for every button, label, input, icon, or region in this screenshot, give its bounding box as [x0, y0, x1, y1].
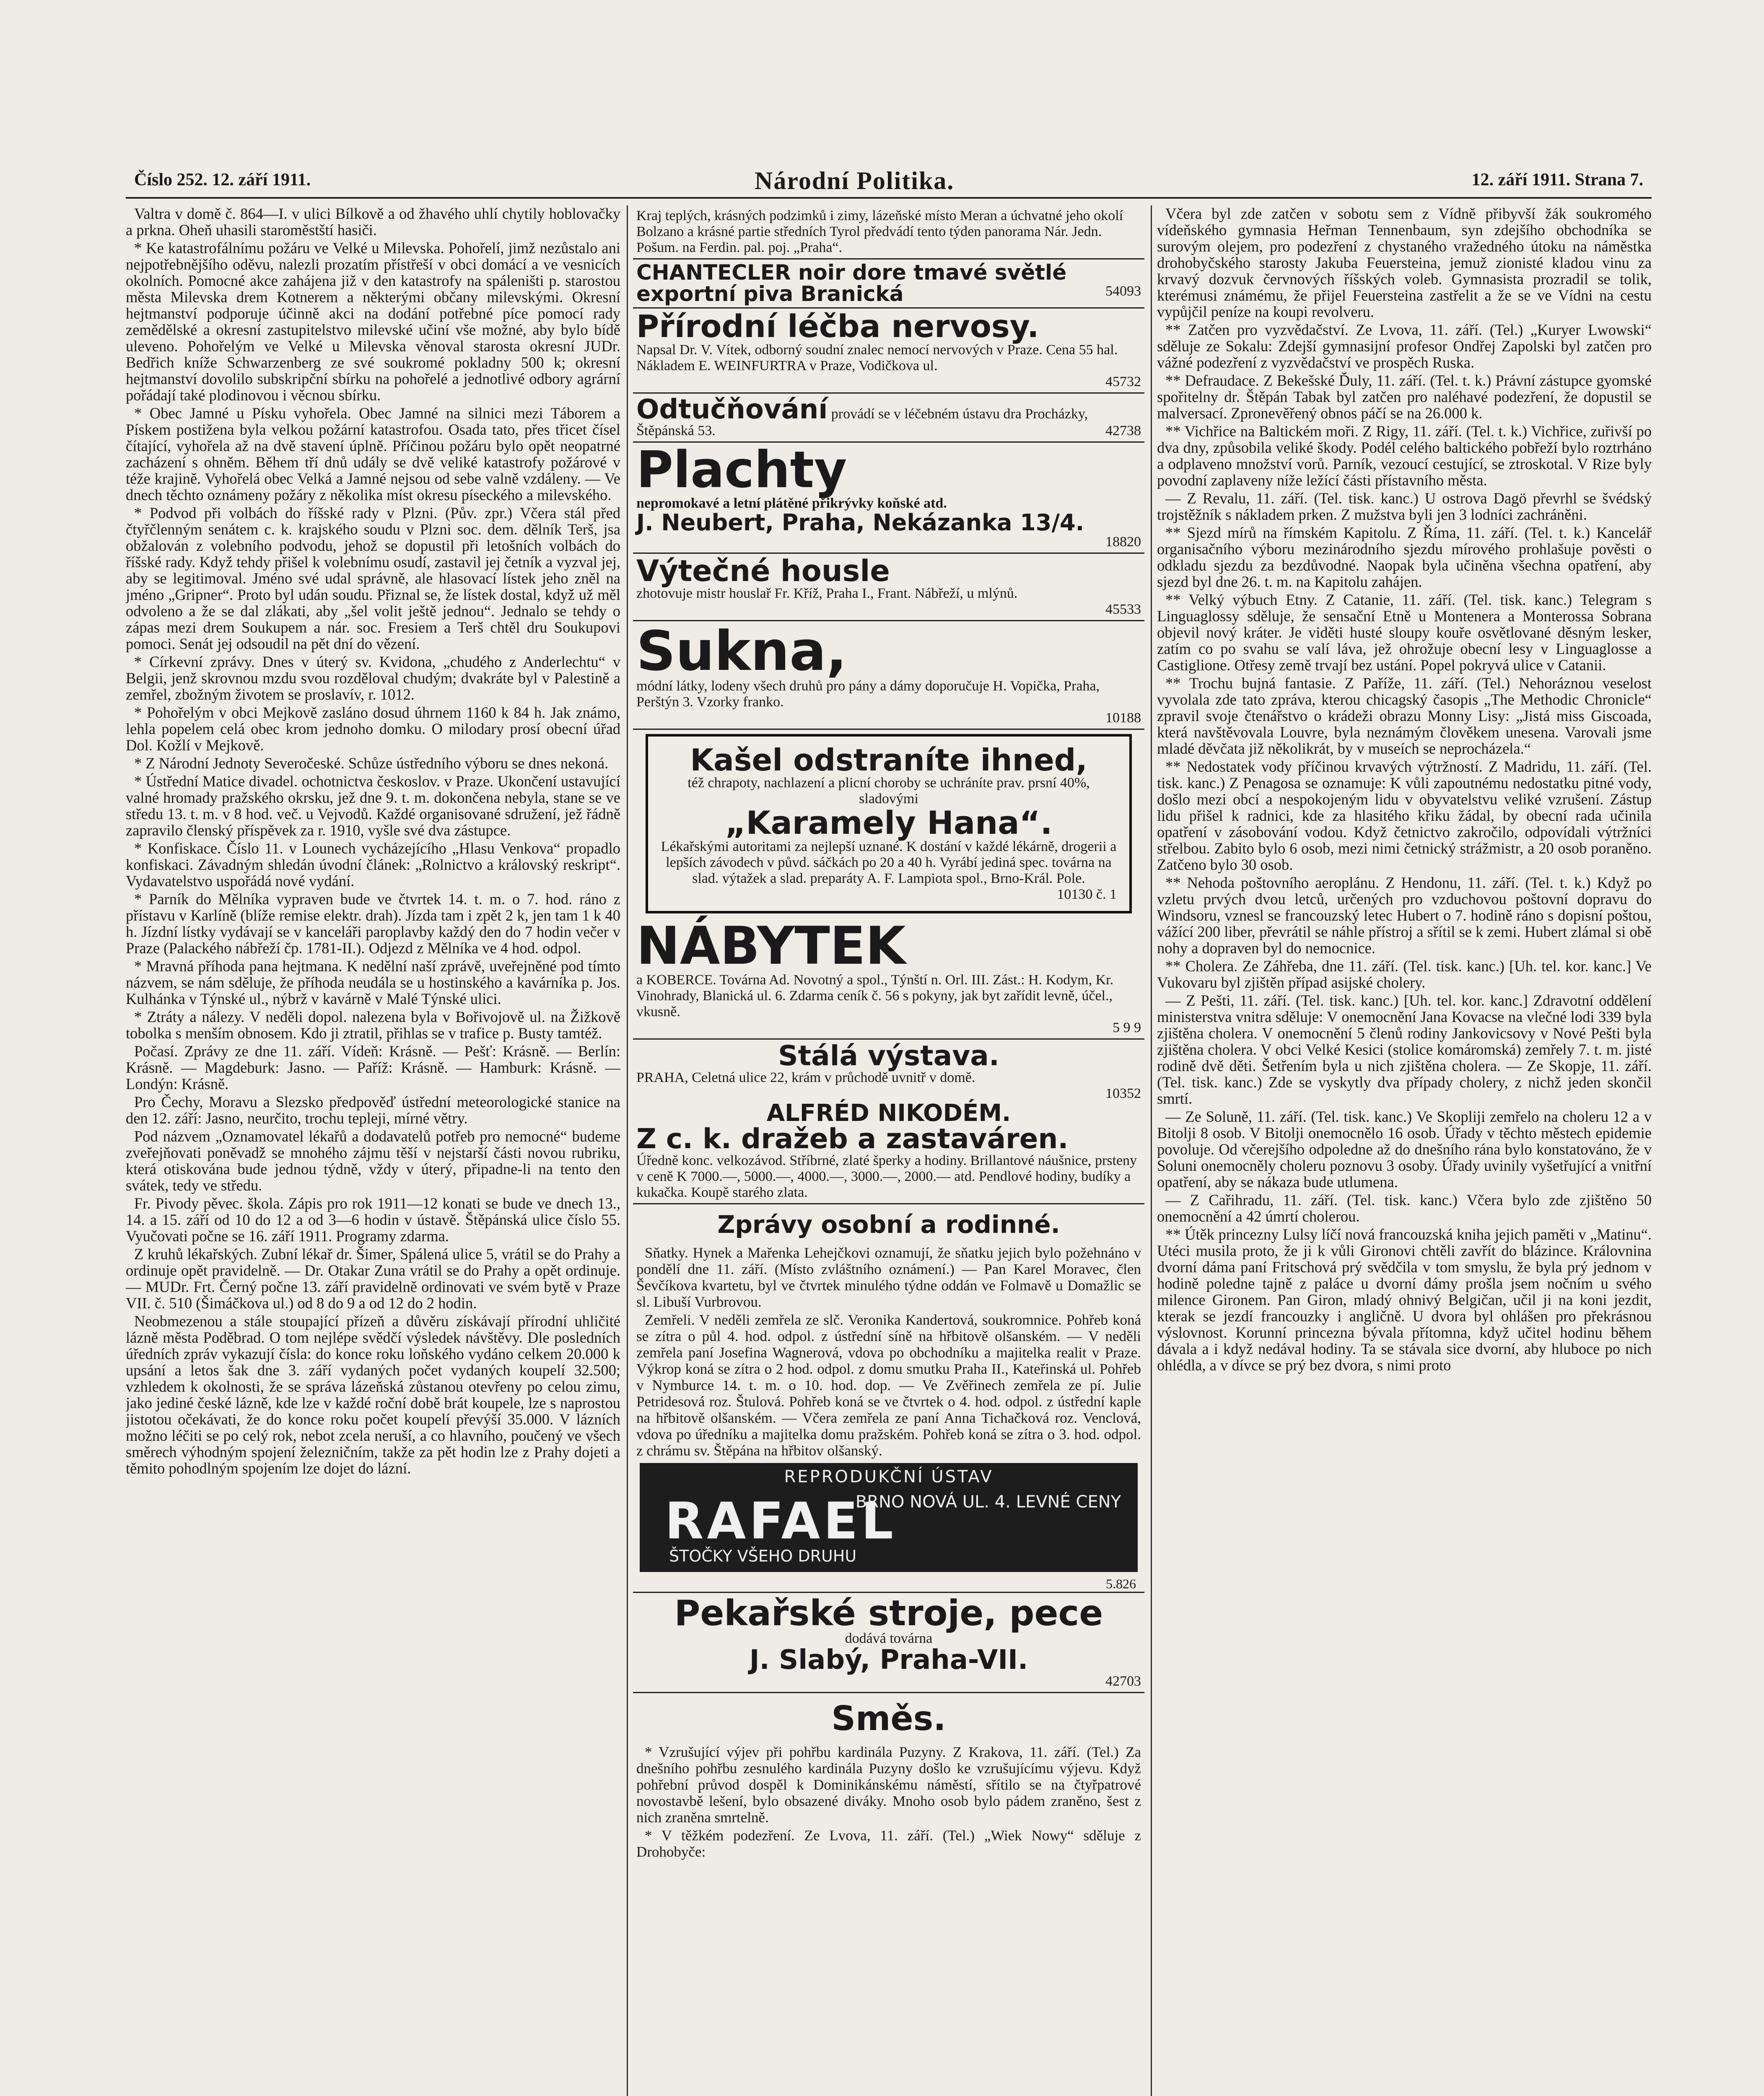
article-paragraph: — Ze Soluně, 11. září. (Tel. tisk. kanc.) Ve Skopliji zemřelo na choleru 12 a v Bitolji 8 osob. V Bitolji onemocnělo 16 osob. Úřady v těchto městech epidemie povoluje. Od včerejšího odpoledne až do dnešního rána bylo konstatováno, že v Soluni onemocněly choleru poznovu 3 osoby. Úřady uvinily vyšetřující a vnitřní opatření, aby se nákaza bude utlumena.	[1157, 1108, 1652, 1191]
ad-pekar: Pekařské stroje, pece dodává továrna J. Slabý, Praha-VII. 42703	[633, 1592, 1144, 1693]
article-paragraph: ** Cholera. Ze Záhřeba, dne 11. září. (Tel. tisk. kanc.) [Uh. tel. kor. kanc.] Ve Vukovaru byl zjištěn případ asijské cholery.	[1157, 957, 1652, 991]
article-paragraph: * V těžkém podezření. Ze Lvova, 11. září. (Tel.) „Wiek Nowy“ sděluje z Drohobyče:	[636, 1827, 1141, 1860]
ad-rafael: REPRODUKČNÍ ÚSTAV RAFAEL ŠTOČKY VŠEHO DRUHU BRNO NOVÁ UL. 4. LEVNÉ CENY	[640, 1463, 1138, 1572]
masthead-title: Národní Politika.	[755, 167, 955, 195]
article-paragraph: * Podvod při volbách do říšské rady v Plzni. (Pův. zpr.) Včera stál před čtyřčlenným senátem c. k. krajského soudu v Plzni soc. dem. dělník Terš, jsa obžalován z volebního podvodu, jehož se dopustil při letošních volbách do říšské rady. Když tehdy přišel k volebnímu osudí, zastavil jej četník a vyzval jej, aby se legitimoval. Jméno své udal správně, ale hlasovací lístek jeho zněl na jméno „Gripner“. Proto byl udán soudu. Přiznal se, že lístek dostal, když už měl odvoleno a že se dal zlákati, aby „šel volit ještě jednou“. Jednalo se tehdy o zápas mezi drem Soukupem a nár. soc. Fresiem a Terš chtěl dru Soukupovi pomoci. Senát jej odsoudil na pět dní do vězení.	[126, 504, 620, 652]
column-divider-1	[627, 205, 628, 2096]
ad-nabytek: NÁBYTEK a KOBERCE. Továrna Ad. Novotný a spol., Týnští n. Orl. III. Zást.: H. Kodym, Kr. Vinohrady, Blanická ul. 6. Zdarma ceník č. 56 s pokyny, jak byt zařídit levně, účel., vkusně. 5 9 9	[633, 918, 1144, 1040]
column-divider-2	[1151, 205, 1152, 2096]
article-paragraph: — Z Revalu, 11. září. (Tel. tisk. kanc.) U ostrova Dagö převrhl se švédský trojstěžník s nákladem prken. Z mužstva byli jen 3 lodníci zachráněni.	[1157, 490, 1652, 523]
issue-number: Číslo 252. 12. září 1911.	[134, 170, 311, 189]
column-middle: Kraj teplých, krásných podzimků i zimy, lázeňské místo Meran a úchvatné jeho okolí Bolzano a krásné partie středních Tyrol předvádí tento týden panorama Nár. Jedn. Pošum. na Ferdin. pal. poj. „Praha“. CHANTECLER noir dore tmavé světlé exportní piva Branická 54093 Přírodní léčba nervosy. Napsal Dr. V. Vítek, odborný soudní znalec nemocí nervových v Praze. Cena 55 hal. Nákladem E. WEINFURTRA v Praze, Vodičkova ul. 45732 Odtučňování provádí se v léčebném ústavu dra Procházky, Štěpánská 53. 42738 Plachty nepromokavé a letní plátěné přikrývky koňské atd. J. Neubert, Praha, Nekázanka 13/4. 18820 Výtečné housle zhotovuje mistr houslař Fr. Kříž, Praha I., Frant. Nábřeží, u mlýnů. 45533 Sukna, módní látky, lodeny všech druhů pro pány a dámy doporučuje H. Vopička, Praha, Perštýn 3. Vzorky franko. 10188 Kašel odstraníte ihned, též chrapoty, nachlazení a plicní choroby se uchráníte prav. prsní 40%, sladovými „Karamely Hana“. Lékařskými autoritami za nejlepší uznané. K dostání v každé lékárně, drogerii a lepších závodech v půvd. sáčkách po 20 a 40 h. Vyrábí jediná spec. továrna na slad. výtažek a slad. preparáty A. F. Lampiota spol., Brno-Král. Pole. 10130 č. 1 NÁBYTEK a KOBERCE. Továrna Ad. Novotný a spol., Týnští n. Orl. III. Zást.: H. Kodym, Kr. Vinohrady, Blanická ul. 6. Zdarma ceník č. 56 s pokyny, jak byt zařídit levně, účel., vkusně. 5 9 9 Stálá výstava. PRAHA, Celetná ulice 22, krám v průchodě uvnitř v domě. 10352 ALFRÉD NIKODÉM. Z c. k. dražeb a zastaváren. Úředně konc. velkozávod. Stříbrné, zlaté šperky a hodiny. Brillantové náušnice, prsteny v ceně K 7000.—, 5000.—, 4000.—, 3000.—, 2000.— atd. Pendlové hodiny, budíky a kukačka. Koupě starého zlata. Zprávy osobní a rodinné. Sňatky. Hynek a Mařenka Lehejčkovi oznamují, že sňatku jejich bylo požehnáno v pondělí dne 11. září. (Místo zvláštního oznámení.) — Pan Karel Moravec, člen Ševčíkova kvartetu, byl ve čtvrtek minulého týdne oddán ve Folmavě u Domažlic se sl. Libuší Vurbrovou. Zemřeli. V neděli zemřela ze slč. Veronika Kandertová, soukromnice. Pohřeb koná se zítra o půl 4. hod. odpol. z ústřední síně na hřbitově olšanském. — V neděli zemřela paní Josefina Wagnerová, vdova po obchodníku a majitelka realit v Praze. Výkrop koná se zítra o 2 hod. odpol. z domu smutku Praha II., Kateřinská ul. Pohřeb v Nymburce 14. t. m. o 10. hod. dop. — Ve Zvěřinech zemřela ze pí. Julie Petridesová roz. Štulová. Pohřeb koná se ve čtvrtek o 4. hod. odpol. z ústřední kaple na hřbitově olšanském. — Včera zemřela ze paní Anna Tichačková roz. Venclová, vdova po úředníku a majitelka domu pražském. Pohřeb koná se zítra o 3. hod. odpol. z chrámu sv. Štěpána na hřbitov olšanský. REPRODUKČNÍ ÚSTAV RAFAEL ŠTOČKY VŠEHO DRUHU BRNO NOVÁ UL. 4. LEVNÉ CENY 5.826 Pekařské stroje, pece dodává továrna J. Slabý, Praha-VII. 42703 Směs. * Vzrušující výjev při pohřbu kardinála Puzyny. Z Krakova, 11. září. (Tel.) Za dnešního pohřbu zesnulého kardinála Puzyny došlo ke vzrušujícímu výjevu. Když pohřební průvod dospěl k Dominikánskému náměstí, sřítilo se na čtyřpatrové novostavbě lešení, bylo obsazené diváky. Mnoho osob bylo pádem zraněno, šest z nich zraněna smrtelně. * V těžkém podezření. Ze Lvova, 11. září. (Tel.) „Wiek Nowy“ sděluje z Drohobyče:	[633, 205, 1144, 2096]
article-paragraph: * Ztráty a nálezy. V neděli dopol. nalezena byla v Bořivojově ul. na Žižkově tobolka s menším obnosem. Kdo ji ztratil, přihlas se v trafice p. Busty tamtéž.	[126, 1008, 620, 1042]
article-paragraph: * Parník do Mělníka vypraven bude ve čtvrtek 14. t. m. o 7. hod. ráno z přístavu v Karlíně (blíže remise elektr. drah). Jízda tam i zpět 2 k, jen tam 1 k 40 h. Jízdní lístky vydávají se v kanceláři paroplavby každý den do 7 hodin večer v Praze (Palackého nábřeží čp. 1781-II.). Odjezd z Mělníka ve 4 hod. odpol.	[126, 890, 620, 957]
section-zpravy-title: Zprávy osobní a rodinné.	[717, 1210, 1060, 1239]
article-paragraph: * Vzrušující výjev při pohřbu kardinála Puzyny. Z Krakova, 11. září. (Tel.) Za dnešního pohřbu zesnulého kardinála Puzyny došlo ke vzrušujícímu výjevu. Když pohřební průvod dospěl k Dominikánskému náměstí, sřítilo se na čtyřpatrové novostavbě lešení, bylo obsazené diváky. Mnoho osob bylo pádem zraněno, šest z nich zraněna smrtelně.	[636, 1744, 1141, 1826]
article-paragraph: ** Vichřice na Baltickém moři. Z Rigy, 11. září. (Tel. t. k.) Vichřice, zuřivší po dva dny, způsobila veliké škody. Podél celého baltického pobřeží bylo roztrháno a odplaveno množství vorů. Parník, vezoucí cestující, se ztroskotal. V Rize byly povodní zaplaveny níže ležící části přístavního města.	[1157, 423, 1652, 489]
article-paragraph: ** Sjezd mírů na římském Kapitolu. Z Říma, 11. září. (Tel. t. k.) Kancelář organisačního výboru mezinárodního sjezdu mírového prohlašuje pověsti o odkladu sjezdu za bezdůvodné. Naopak byla učiněna všechna opatření, aby sjezd byl dne 26. t. m. na Kapitolu zahájen.	[1157, 524, 1652, 590]
article-paragraph: ** Trochu bujná fantasie. Z Paříže, 11. září. (Tel.) Nehoráznou veselost vyvolala zde tato zpráva, kterou chicagský časopis „The Methodic Chronicle“ zpravil svoje čtenářstvo o krádeži obrazu Monny Lisy: „Jistá miss Giscoada, která navštěvovala Louvre, byla neznámým člověkem unesena. Varovali jsme mladé děvčata již několikrát, by v museích se neprocházela.“	[1157, 674, 1652, 757]
article-paragraph: Fr. Pivody pěvec. škola. Zápis pro rok 1911—12 konati se bude ve dnech 13., 14. a 15. září od 10 do 12 a od 3—6 hodin v ústavě. Štěpánská ulice číslo 55. Vyučovati počne se 16. září 1911. Programy zdarma.	[126, 1195, 620, 1245]
ad-kraj: Kraj teplých, krásných podzimků i zimy, lázeňské místo Meran a úchvatné jeho okolí Bolzano a krásné partie středních Tyrol předvádí tento týden panorama Nár. Jedn. Pošum. na Ferdin. pal. poj. „Praha“.	[633, 205, 1144, 259]
article-paragraph: ** Nehoda poštovního aeroplánu. Z Hendonu, 11. září. (Tel. t. k.) Když po vzletu prvých dvou letců, určených pro vzduchovou poštovní dopravu do Windsoru, vznesl se francouzský letec Hubert o 7. hodině ráno s dopisní poštou, vážící 200 liber, převrátil se náhle přístroj a sřítil se k zemi. Hubert zlámal si obě nohy a dopraven byl do nemocnice.	[1157, 874, 1652, 957]
article-paragraph: Pro Čechy, Moravu a Slezsko předpověď ústřední meteorologické stanice na den 12. září: Jasno, neurčito, trochu tepleji, mírné větry.	[126, 1093, 620, 1127]
article-paragraph: Zemřeli. V neděli zemřela ze slč. Veronika Kandertová, soukromnice. Pohřeb koná se zítra o půl 4. hod. odpol. z ústřední síně na hřbitově olšanském. — V neděli zemřela paní Josefina Wagnerová, vdova po obchodníku a majitelka realit v Praze. Výkrop koná se zítra o 2 hod. odpol. z domu smutku Praha II., Kateřinská ul. Pohřeb v Nymburce 14. t. m. o 10. hod. dop. — Ve Zvěřinech zemřela ze pí. Julie Petridesová roz. Štulová. Pohřeb koná se ve čtvrtek o 4. hod. odpol. z ústřední kaple na hřbitově olšanském. — Včera zemřela ze paní Anna Tichačková roz. Venclová, vdova po úředníku a majitelka domu pražském. Pohřeb koná se zítra o 3. hod. odpol. z chrámu sv. Štěpána na hřbitov olšanský.	[636, 1312, 1141, 1459]
article-paragraph: Počasí. Zprávy ze dne 11. září. Vídeň: Krásně. — Pešť: Krásně. — Berlín: Krásně. — Magdeburk: Jasno. — Paříž: Krásně. — Hamburk: Krásně. — Londýn: Krásně.	[126, 1043, 620, 1092]
article-paragraph: Pod názvem „Oznamovatel lékařů a dodavatelů potřeb pro nemocné“ budeme zveřejňovati poněvadž se mnohého zájmu těší v nejstarší části novou rubriku, která otiskována bude jednou týdně, vždy v úterý, připadne-li na tento den svátek, tedy ve středu.	[126, 1128, 620, 1194]
article-paragraph: — Z Cařihradu, 11. září. (Tel. tisk. kanc.) Včera bylo zde zjištěno 50 onemocnění a 42 úmrtí cholerou.	[1157, 1191, 1652, 1225]
article-paragraph: ** Útěk princezny Lulsy líčí nová francouzská kniha jejich paměti v „Matinu“. Utéci musila proto, že ji k vůli Gironovi chtěli zavřít do blázince. Královnina dvorní dáma paní Fritschová prý svědčila v tom smyslu, že byla prý jednom v hodině poledne tajně z paláce u dvorní dámy prošla jsem nočním u svého milence Gironem. Pan Giron, mladý ohnivý Belgičan, učil ji na koni jezdit, kterak se jezdí francouzky i angličně. U dvora byl ohlášen pro překrásnou výslovnost. Korunní princezna bývala přítomna, když učitel hodinu během dávala a i když nedával hodiny. Ta se stávala sice dvorní, aby hluboce po nich ohlédla, a v dívce se prý bez dvora, s nimi proto	[1157, 1226, 1652, 1374]
article-paragraph: Neobmezenou a stále stoupající přízeň a důvěru získávají přírodní uhličité lázně města Poděbrad. O tom nejlépe svědčí výsledek návštěvy. Dle posledních úředních zpráv vykazují čísla: do konce roku loňského vydáno celkem 20.000 k upsání a letos šak dne 3. září vydaných počet vydaných koupelí 32.500; vzhledem k okolnosti, že se správa lázeňská zůstanou otevřeny po celou zimu, jako jediné české lázně, kde lze v každé roční době brát koupele, lze s naprostou jistotou očekávati, že do konce roku počet koupelí převýší 35.000. V lázních možno léčiti se po celý rok, nebot zcela neruší, a co hlavního, poučený ve všech směrech výhodným spojení železničním, takže za pět hodin lze z Prahy dojeti a těmito pohodlným spojením lze dojet do lázní.	[126, 1313, 620, 1477]
article-paragraph: * Obec Jamné u Písku vyhořela. Obec Jamné na silnici mezi Táborem a Pískem postižena byla velkou požární katastrofou. Osada tato, přes třicet čísel čítající, vyhořela až na dvě stavení úplně. Příčinou požáru bylo opět neopatrné zacházení s ohněm. Během tří dnů udály se dvě veliké katastrofy požárové v téže krajině. Vyhořelá obec Velká a Jamné nejsou od sebe valně vzdáleny. — Ve dnech těchto oznámeny požáry z několika míst okresu píseckého a milevského.	[126, 405, 620, 503]
ad-chantecler: CHANTECLER noir dore tmavé světlé exportní piva Branická 54093	[633, 259, 1144, 309]
header-rule	[126, 197, 1652, 199]
section-smes	[633, 1744, 1144, 1860]
ad-lecba-title: Přírodní léčba nervosy.	[636, 309, 1039, 345]
article-paragraph: — Z Pešti, 11. září. (Tel. tisk. kanc.) [Uh. tel. kor. kanc.] Zdravotní oddělení ministerstva vnitra sděluje: V onemocnění Jana Kovacse na vlečné lodi 339 byla zjištěna cholera. V onemocnění 5 členů rodiny Jankovicsovy v Nové Pešti byla zjištěna cholera. V obci Velké Kesici (stolice komáromská) zemřely 7. t. m. jisté rodině dvě děti. Šetřením byla u nich zjištěna cholera. — Ze Skopje, 11. září. (Tel. tisk. kanc.) Zde se vyskytly dva případy cholery, z nichž jeden skončil smrtí.	[1157, 992, 1652, 1107]
section-zpravy	[633, 1245, 1144, 1459]
column-right	[1157, 205, 1652, 2096]
article-paragraph: Valtra v domě č. 864—I. v ulici Bílkově a od žhavého uhlí chytily hoblovačky a prkna. Oheň uhasili staroměstští hasiči.	[126, 205, 620, 239]
article-paragraph: ** Velký výbuch Etny. Z Catanie, 11. září. (Tel. tisk. kanc.) Telegram s Linguaglossy sděluje, že sensační Etně u Montenera a Monterossa Sobrana objevil nový kráter. Je viděti husté sloupy kouře osvětlované děsným lesker, zatím co po svahu se valí láva, jež ohrožuje obecní lesy v Linguaglosse a Castiglione. Otřesy země trvají bez ustání. Popel pokryvá ulice v Catanii.	[1157, 591, 1652, 674]
article-paragraph: * Ústřední Matice divadel. ochotnictva českoslov. v Praze. Ukončení ustavující valné hromady pražského okrsku, jež dne 9. t. m. dokončena nebyla, stane se ve středu 13. t. m. v 8 hod. več. u Vejvodů. Každé organisované sdružení, jež řádně zapravilo členský příspěvek za r. 1910, vyšle své dva zástupce.	[126, 773, 620, 839]
ad-housle: Výtečné housle zhotovuje mistr houslař Fr. Kříž, Praha I., Frant. Nábřeží, u mlýnů. 45533	[633, 554, 1144, 621]
article-paragraph: * Ke katastrofálnímu požáru ve Velké u Milevska. Pohořelí, jimž nezůstalo ani nejpotřebnějšího oděvu, nalezli prozatím přístřeší v obci domácí a ve vesnicích okolních. Pomocné akce zahájena již v den katastrofy na spáleništi p. starostou města Milevska drem Kotnerem a některými občany milevskými. Okresní hejtmanství podporuje účinně akci na dodání potřebné píce pomocí rady zemědělské a okresní zastupitelstvo milevské učiní vše možné, aby bylo bídě uleveno. Pohořelým ve Velké u Milevska věnoval starosta okresní JUDr. Bedřich kníže Schwarzenberg ze své soukromé pokladny 500 k; okresní hejtmanství dovolilo subskripční sbírku na pohořelé a jednotlivé odbory agrární pořádají také plodinovou i věcnou sbírku.	[126, 239, 620, 404]
article-paragraph: ** Zatčen pro vyzvědačství. Ze Lvova, 11. září. (Tel.) „Kuryer Lwowski“ sděluje ze Sokalu: Zdejší gymnasijní profesor Ondřej Zapolski byl zatčen pro vážné podezření z vyzvědačství ve prospěch Ruska.	[1157, 321, 1652, 371]
ad-odtucnovani: Odtučňování provádí se v léčebném ústavu dra Procházky, Štěpánská 53. 42738	[633, 394, 1144, 443]
article-paragraph: Sňatky. Hynek a Mařenka Lehejčkovi oznamují, že sňatku jejich bylo požehnáno v pondělí dne 11. září. (Místo zvláštního oznámení.) — Pan Karel Moravec, člen Ševčíkova kvartetu, byl ve čtvrtek minulého týdne oddán ve Folmavě u Domažlic se sl. Libuší Vurbrovou.	[636, 1245, 1141, 1310]
article-paragraph: Z kruhů lékařských. Zubní lékař dr. Šimer, Spálená ulice 5, vrátil se do Prahy a ordinuje opět pravidelně. — Dr. Otakar Zuna vrátil se do Prahy a opět ordinuje. — MUDr. Frt. Černý počne 13. září pravidelně ordinovati ve svém bytě v Praze VII. č. 510 (Šimáčkova ul.) od 8 do 9 a od 12 do 2 hodin.	[126, 1245, 620, 1312]
ad-lecba: Přírodní léčba nervosy. Napsal Dr. V. Vítek, odborný soudní znalec nemocí nervových v Praze. Cena 55 hal. Nákladem E. WEINFURTRA v Praze, Vodičkova ul. 45732	[633, 309, 1144, 394]
article-paragraph: * Pohořelým v obci Mejkově zasláno dosud úhrnem 1160 k 84 h. Jak známo, lehla popelem celá obec krom jednoho domku. O milodary prosí obecní úřad Dol. Kožlí v Mejkově.	[126, 704, 620, 754]
article-paragraph: ** Nedostatek vody příčinou krvavých výtržností. Z Madridu, 11. září. (Tel. tisk. kanc.) Z Penagosa se oznamuje: K vůli zapoutnému nedostatku pitné vody, došlo mezi obcí a nespokojeným lidu v obyvatelstvu veliké vzrušení. Zástup lidu přišel k radnici, kde za hlasitého křiku žádal, by obecní rada učinila opatření v zásobování vodou. Když četnictvo zakročilo, odpovídali výtržníci střelbou. Zabito bylo 6 osob, mezi nimi četnický strážmistr, a 20 osob poraněno. Zatčeno bylo 30 osob.	[1157, 758, 1652, 873]
page-date: 12. září 1911. Strana 7.	[1471, 170, 1643, 189]
article-paragraph: Včera byl zde zatčen v sobotu sem z Vídně přibyvší žák soukromého vídeňského gymnasia Heřman Tennenbaum, syn zdejšího obchodníka se surovým olejem, pro podezření z chystaného vražedného útoku na náměstka drohobyčského starosty Jakuba Feuersteina, jemuž zionisté kladou vinu za krvavý dozvuk červnových říšských voleb. Gymnasista prozradil se tolik, kterémusi známému, že přijel Feuersteina zastřelit a že se ve Vídni na cestu vypůjčil peníze na koupi revolveru.	[1157, 205, 1652, 320]
ad-sukna: Sukna, módní látky, lodeny všech druhů pro pány a dámy doporučuje H. Vopička, Praha, Perštýn 3. Vzorky franko. 10188	[633, 621, 1144, 730]
column-left	[126, 205, 620, 2096]
section-smes-title: Směs.	[831, 1699, 946, 1738]
article-paragraph: * Církevní zprávy. Dnes v úterý sv. Kvidona, „chudého z Anderlechtu“ v Belgii, jenž skrovnou mzdu svou rozděloval chudým; dvakráte byl v Palestině a zemřel, zbožným životem se proslavív, r. 1012.	[126, 653, 620, 703]
article-paragraph: ** Defraudace. Z Bekešské Ďuly, 11. září. (Tel. t. k.) Právní zástupce gyomské spořitelny dr. Štěpán Tabak byl zatčen pro naléhavé podezření, že dopustil se malversací. Zpronevěřený obnos páčí se na 26.000 k.	[1157, 372, 1652, 422]
article-paragraph: * Z Národní Jednoty Severočeské. Schůze ústředního výboru se dnes nekoná.	[134, 755, 609, 772]
ad-vystava: Stálá výstava. PRAHA, Celetná ulice 22, krám v průchodě uvnitř v domě. 10352 ALFRÉD NIKODÉM. Z c. k. dražeb a zastaváren. Úředně konc. velkozávod. Stříbrné, zlaté šperky a hodiny. Brillantové náušnice, prsteny v ceně K 7000.—, 5000.—, 4000.—, 3000.—, 2000.— atd. Pendlové hodiny, budíky a kukačka. Koupě starého zlata.	[633, 1040, 1144, 1204]
article-paragraph: * Mravná příhoda pana hejtmana. K nedělní naší zprávě, uveřejněné pod tímto názvem, se nám sděluje, že příhoda neudála se u hostinského a kavárníka p. Jos. Kulhánka v Týnské ul., nýbrž v kavárně v Malé Týnské ulici.	[126, 957, 620, 1007]
ad-kasel: Kašel odstraníte ihned, též chrapoty, nachlazení a plicní choroby se uchráníte prav. prsní 40%, sladovými „Karamely Hana“. Lékařskými autoritami za nejlepší uznané. K dostání v každé lékárně, drogerii a lepších závodech v půvd. sáčkách po 20 a 40 h. Vyrábí jediná spec. továrna na slad. výtažek a slad. preparáty A. F. Lampiota spol., Brno-Král. Pole. 10130 č. 1	[646, 734, 1132, 913]
article-paragraph: * Konfiskace. Číslo 11. v Lounech vycházejícího „Hlasu Venkova“ propadlo konfiskaci. Závadným shledán úvodní článek: „Rolnictvo a královský reskript“. Vydavatelstvo uspořádá nové vydání.	[126, 840, 620, 890]
ad-plachty: Plachty nepromokavé a letní plátěné přikrývky koňské atd. J. Neubert, Praha, Nekázanka 13/4. 18820	[633, 443, 1144, 554]
page-header	[134, 167, 1643, 199]
